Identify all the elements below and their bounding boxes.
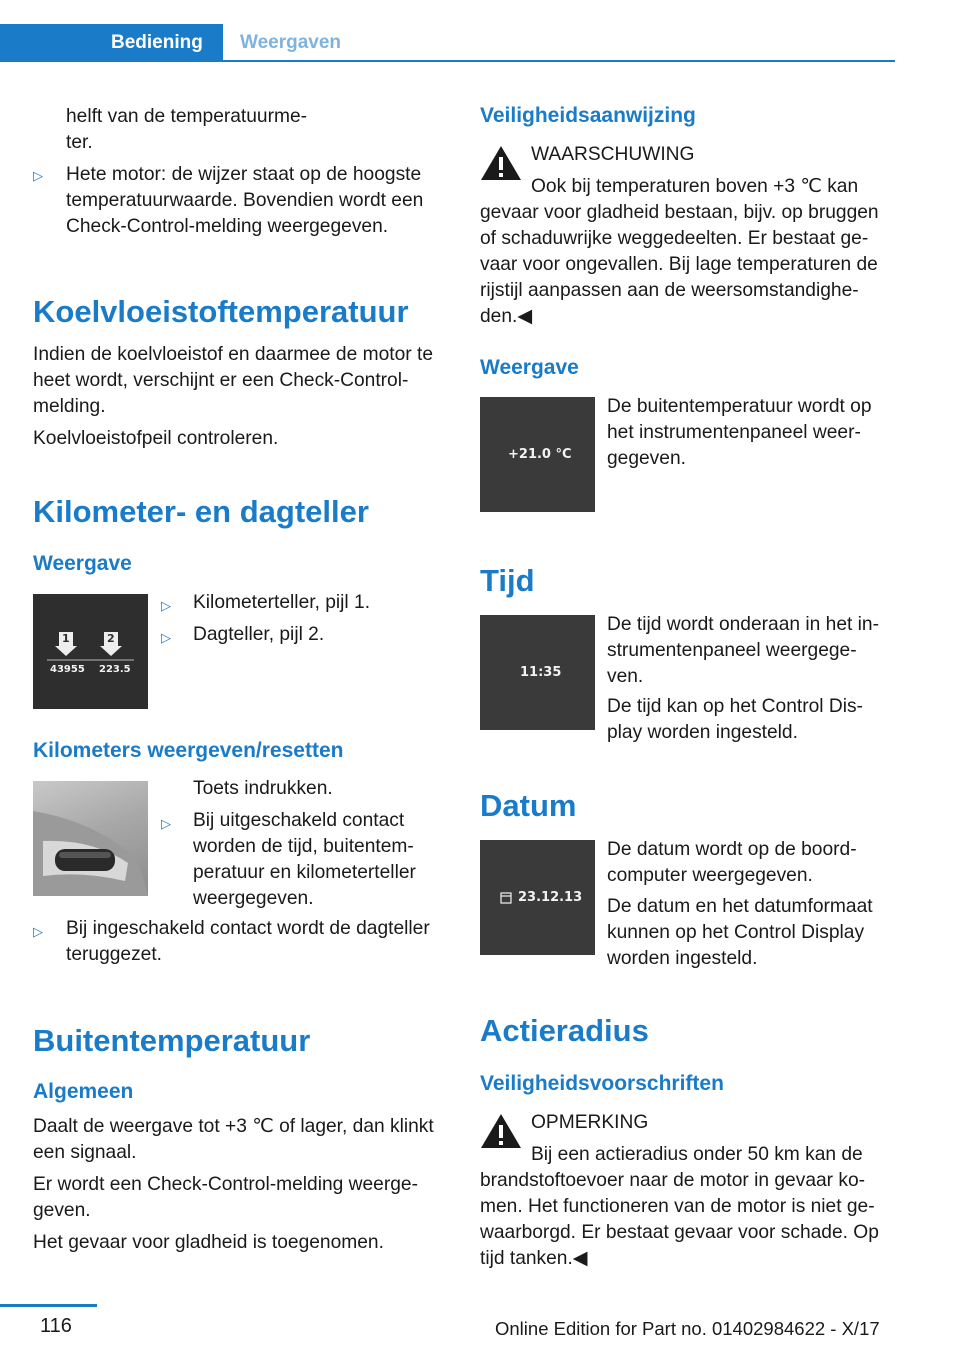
subheading-safety: Veiligheidsaanwijzing	[480, 104, 696, 127]
warning-text: den.◀	[480, 306, 533, 327]
page-number: 116	[40, 1315, 72, 1337]
note-text: tijd tanken.◀	[480, 1248, 588, 1269]
note-text: men. Het functioneren van de motor is niet ge-	[480, 1196, 875, 1217]
warning-text: gevaar voor gladheid bestaan, bijv. op bruggen	[480, 202, 879, 223]
chapter-tabbar	[0, 24, 895, 62]
calendar-icon	[500, 892, 512, 904]
temp-text: gegeven.	[607, 448, 686, 469]
reset-text: Bij uitgeschakeld contact	[193, 810, 405, 831]
odo-bullet-text: Kilometerteller, pijl 1.	[193, 592, 371, 613]
reset-text: weergegeven.	[193, 888, 314, 909]
section-heading-time: Tijd	[480, 563, 535, 598]
bullet-icon: ▷	[161, 630, 171, 645]
coolant-text: melding.	[33, 396, 106, 417]
temperature-readout: +21.0 °C	[508, 447, 572, 462]
clock-display-image	[480, 615, 595, 730]
tab-bediening[interactable]: Bediening	[0, 24, 223, 62]
date-text: kunnen op het Control Display	[607, 922, 865, 943]
odometer-value: 43955	[50, 664, 85, 675]
time-text: strumentenpaneel weergege-	[607, 640, 857, 661]
arrow-icon	[33, 594, 148, 709]
subheading-algemeen: Algemeen	[33, 1080, 134, 1103]
time-text: play worden ingesteld.	[607, 722, 798, 743]
odometer-display-image	[33, 594, 148, 709]
reset-text: worden de tijd, buitentem-	[193, 836, 414, 857]
note-text: brandstoftoevoer naar de motor in gevaar ko-	[480, 1170, 866, 1191]
date-text: De datum wordt op de boord-	[607, 839, 857, 860]
warning-text: of schaduwrijke weggedeelten. Er bestaat ge-	[480, 228, 869, 249]
outside-temp-text: Daalt de weergave tot +3 ℃ of lager, dan klinkt	[33, 1116, 434, 1137]
tab-weergaven[interactable]: Weergaven	[240, 32, 342, 53]
date-text: De datum en het datumformaat	[607, 896, 873, 917]
outside-temp-text: geven.	[33, 1200, 91, 1221]
section-heading-date: Datum	[480, 788, 577, 823]
section-heading-coolant: Koelvloeistoftemperatuur	[33, 294, 409, 329]
coolant-text: heet wordt, verschijnt er een Check-Control-	[33, 370, 409, 391]
temperature-display-image	[480, 397, 595, 512]
hot-engine-text: Hete motor: de wijzer staat op de hoogste	[66, 164, 422, 185]
odo-bullet-text: Dagteller, pijl 2.	[193, 624, 325, 645]
coolant-text: Indien de koelvloeistof en daarmee de motor te	[33, 344, 433, 365]
date-display-image	[480, 840, 595, 955]
temp-text: het instrumentenpaneel weer-	[607, 422, 861, 443]
intro-text: ter.	[66, 132, 93, 153]
subheading-safety-rules: Veiligheidsvoorschriften	[480, 1072, 724, 1095]
section-heading-range: Actieradius	[480, 1013, 649, 1048]
warning-text: Ook bij temperaturen boven +3 ℃ kan	[531, 176, 859, 197]
subheading-reset: Kilometers weergeven/resetten	[33, 739, 344, 762]
reset-text: Bij ingeschakeld contact wordt de dagteller	[66, 918, 430, 939]
temp-text: De buitentemperatuur wordt op	[607, 396, 872, 417]
reset-button-photo	[33, 781, 148, 896]
bullet-icon: ▷	[33, 924, 43, 939]
bullet-icon: ▷	[161, 598, 171, 613]
hot-engine-text: temperatuurwaarde. Bovendien wordt een	[66, 190, 424, 211]
date-text: computer weergegeven.	[607, 865, 813, 886]
date-text: worden ingesteld.	[607, 948, 758, 969]
date-readout: 23.12.13	[518, 890, 583, 905]
coolant-text: Koelvloeistofpeil controleren.	[33, 428, 279, 449]
edition-footer: Online Edition for Part no. 01402984622 - X/17	[495, 1318, 880, 1339]
reset-text: teruggezet.	[66, 944, 163, 965]
section-heading-odometer: Kilometer- en dagteller	[33, 494, 369, 529]
warning-title: WAARSCHUWING	[531, 144, 695, 165]
time-text: De tijd wordt onderaan in het in-	[607, 614, 879, 635]
warning-triangle-icon	[480, 144, 522, 182]
clock-readout: 11:35	[520, 665, 562, 680]
reset-text: Toets indrukken.	[193, 778, 333, 799]
time-text: ven.	[607, 666, 644, 687]
note-text: Bij een actieradius onder 50 km kan de	[531, 1144, 863, 1165]
note-title: OPMERKING	[531, 1112, 649, 1133]
bullet-icon: ▷	[33, 168, 43, 183]
warning-text: vaar voor ongevallen. Bij lage temperaturen de	[480, 254, 878, 275]
time-text: De tijd kan op het Control Dis-	[607, 696, 863, 717]
tripmeter-value: 223.5	[99, 664, 131, 675]
footer-divider	[0, 1304, 97, 1307]
subheading-weergave: Weergave	[33, 552, 132, 575]
warning-text: rijstijl aanpassen aan de weersomstandighe-	[480, 280, 859, 301]
outside-temp-text: een signaal.	[33, 1142, 137, 1163]
reset-text: peratuur en kilometerteller	[193, 862, 416, 883]
bullet-icon: ▷	[161, 816, 171, 831]
outside-temp-text: Het gevaar voor gladheid is toegenomen.	[33, 1232, 384, 1253]
intro-text: helft van de temperatuurme-	[66, 106, 308, 127]
note-text: waarborgd. Er bestaat gevaar voor schade. Op	[480, 1222, 879, 1243]
arrow-label-1: 1	[62, 632, 70, 645]
warning-triangle-icon	[480, 1112, 522, 1150]
subheading-weergave: Weergave	[480, 356, 579, 379]
section-heading-outside-temp: Buitentemperatuur	[33, 1023, 311, 1058]
outside-temp-text: Er wordt een Check-Control-melding weerge-	[33, 1174, 418, 1195]
arrow-label-2: 2	[107, 632, 115, 645]
hot-engine-text: Check-Control-melding weergegeven.	[66, 216, 389, 237]
